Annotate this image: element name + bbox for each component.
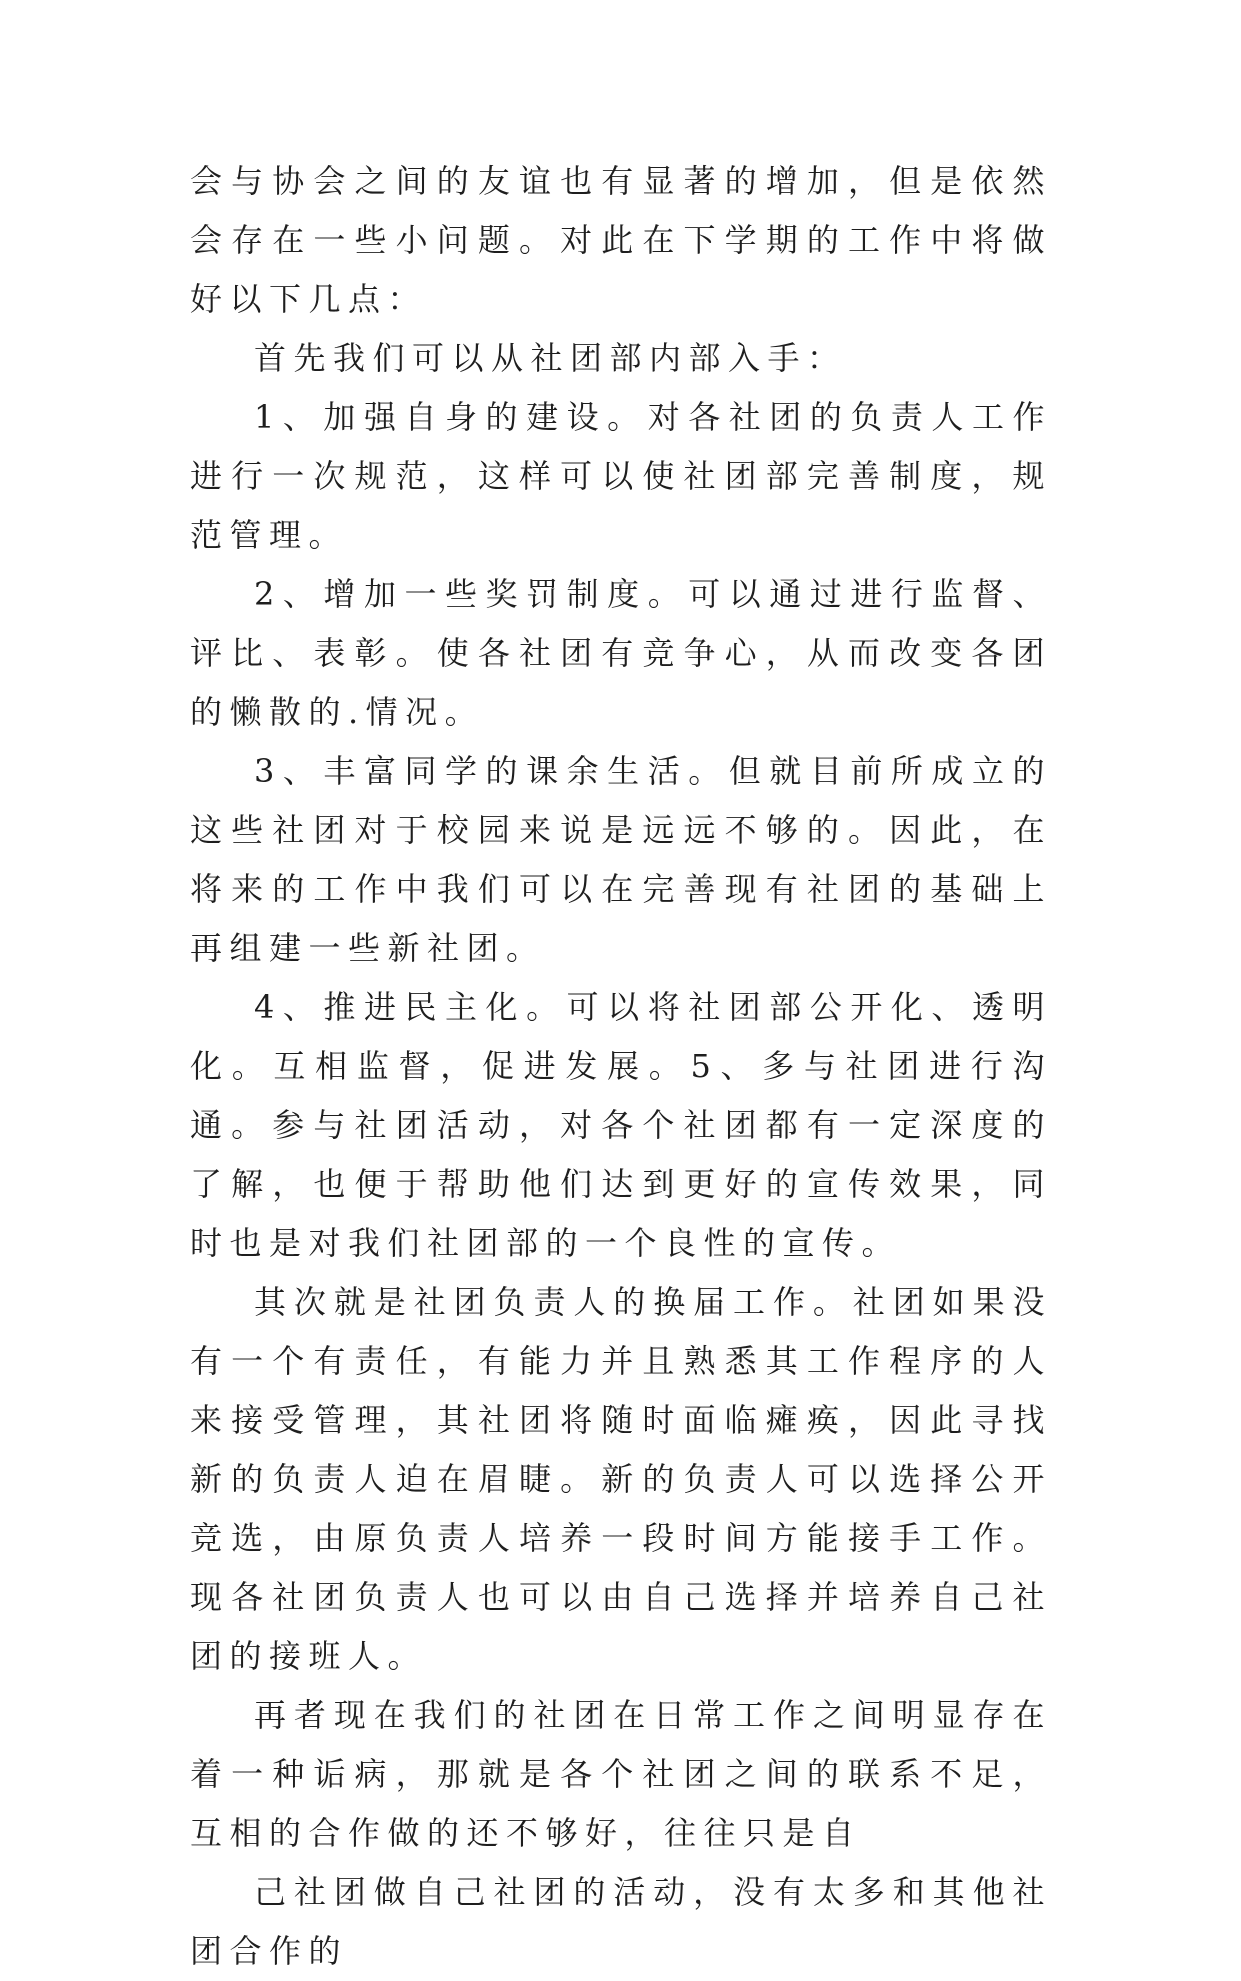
paragraph-leader-succession: 其次就是社团负责人的换届工作。社团如果没有一个有责任，有能力并且熟悉其工作程序的人来接受管理，其社团将随时面临瘫痪，因此寻找新的负责人迫在眉睫。新的负责人可以选择公开竞选，由原负责人培养一段时间方能接手工作。现各社团负责人也可以由自己选择并培养自己社团的接班人。: [190, 1283, 1052, 1675]
paragraph-item-4-5: 4、推进民主化。可以将社团部公开化、透明化。互相监督，促进发展。5、多与社团进行沟通。参与社团活动，对各个社团都有一定深度的了解，也便于帮助他们达到更好的宣传效果，同时也是对我们社团部的一个良性的宣传。: [190, 988, 1052, 1262]
document-body: [190, 152, 1052, 1981]
paragraph-cooperation: 再者现在我们的社团在日常工作之间明显存在着一种诟病，那就是各个社团之间的联系不足，互相的合作做的还不够好，往往只是自: [190, 1696, 1052, 1852]
paragraph-continuation: 会与协会之间的友谊也有显著的增加，但是依然会存在一些小问题。对此在下学期的工作中将做好以下几点：: [190, 162, 1052, 318]
paragraph-item-3: 3、丰富同学的课余生活。但就目前所成立的这些社团对于校园来说是远远不够的。因此，在将来的工作中我们可以在完善现有社团的基础上再组建一些新社团。: [190, 752, 1052, 967]
paragraph-item-2: 2、增加一些奖罚制度。可以通过进行监督、评比、表彰。使各社团有竞争心，从而改变各团的懒散的.情况。: [190, 575, 1052, 731]
paragraph-item-1: 1、加强自身的建设。对各社团的负责人工作进行一次规范，这样可以使社团部完善制度，规范管理。: [190, 398, 1052, 554]
paragraph-cooperation-continued: 己社团做自己社团的活动，没有太多和其他社团合作的: [190, 1873, 1052, 1970]
paragraph-intro: 首先我们可以从社团部内部入手：: [254, 339, 847, 377]
